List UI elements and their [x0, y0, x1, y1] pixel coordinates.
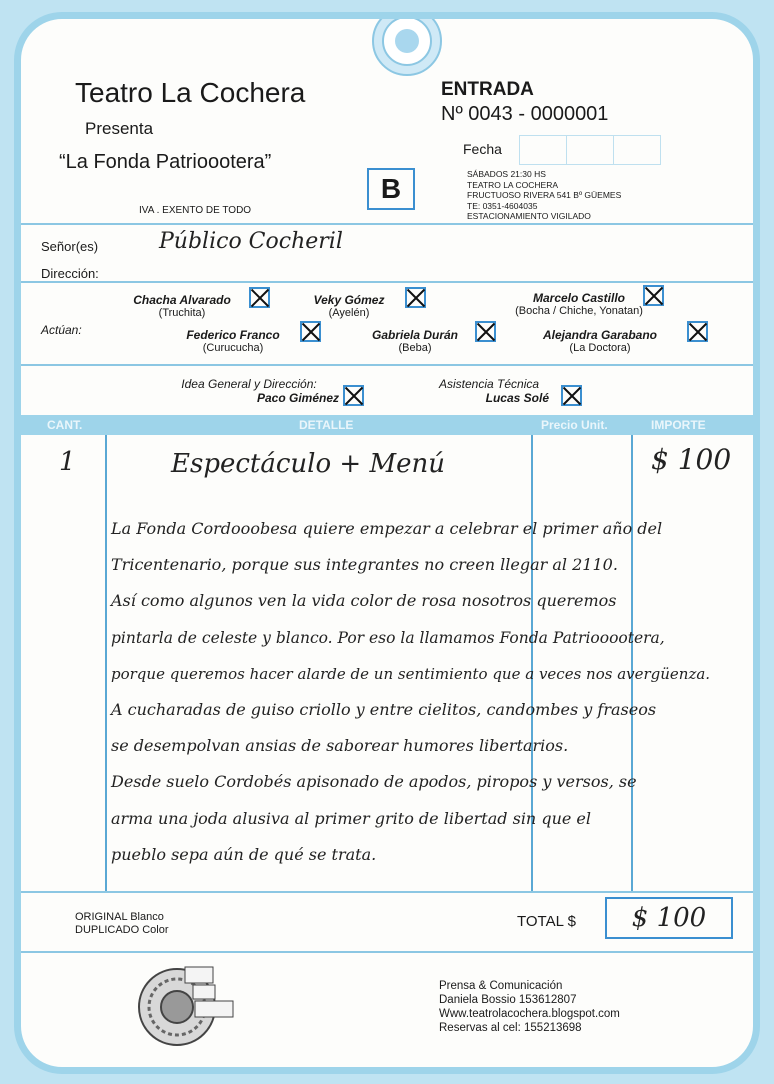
- checkbox-checked: [249, 287, 270, 308]
- item-amount: $ 100: [651, 443, 732, 476]
- divider: [21, 281, 753, 283]
- show-title: “La Fonda Patrioootera”: [59, 151, 272, 173]
- fecha-label: Fecha: [463, 141, 502, 157]
- iva-label: IVA . EXENTO DE TODO: [139, 205, 252, 216]
- table-header: [21, 415, 753, 435]
- checkbox-checked: [687, 321, 708, 342]
- venue-info: SÁBADOS 21:30 HS TEATRO LA COCHERA FRUCTUOSO RIVERA 541 Bº GÜEMES TE: 0351-4604035 ESTACIONAMIENTO VIGILADO: [467, 169, 622, 221]
- cast-member: Veky Gómez (Ayelén): [313, 293, 385, 319]
- divider: [21, 364, 753, 366]
- checkbox-checked: [405, 287, 426, 308]
- ticket-label: ENTRADA: [441, 79, 534, 100]
- checkbox-checked: [475, 321, 496, 342]
- divider: [21, 891, 753, 893]
- theater-logo-icon: [137, 959, 237, 1051]
- contact-info: Prensa & Comunicación Daniela Bossio 153612807 Www.teatrolacochera.blogspot.com Reservas al cel: 155213698: [439, 980, 620, 1034]
- checkbox-checked: [561, 385, 582, 406]
- item-quantity: 1: [59, 447, 76, 477]
- col-detalle: DETALLE: [299, 418, 354, 432]
- divider: [21, 223, 753, 225]
- col-importe: IMPORTE: [651, 418, 706, 432]
- assist-credit: Asistencia Técnica Lucas Solé: [439, 377, 549, 405]
- col-precio: Precio Unit.: [541, 418, 608, 432]
- cast-member: Federico Franco (Curucucha): [186, 328, 280, 354]
- invoice-letter: B: [367, 168, 415, 210]
- ticket-number: Nº 0043 - 0000001: [441, 103, 609, 125]
- ticket-document: [14, 12, 760, 1074]
- item-description: La Fonda Cordooobesa quiere empezar a celebrar el primer año del Tricentenario, porque sus integrantes no creen llegar al 2110. Así como algunos ven la vida color de rosa nosotros queremos pintarla de celeste y blanco. Por eso la llamamos Fonda Patriooootera, porque queremos hacer alarde de un sentimiento que a veces nos avergüenza. A cucharadas de guiso criollo y entre cielitos, candombes y fraseos se desempolvan ansias de saborear humores libertarios. Desde suelo Cordobés apisonado de apodos, piropos y versos, se arma una joda alusiva al primer grito de libertad sin que el pueblo sepa aún de qué se trata.: [111, 519, 711, 864]
- column-divider: [105, 435, 107, 891]
- senor-value: Público Cocheril: [159, 229, 343, 254]
- rosette-icon: [369, 13, 445, 79]
- total-value: $ 100: [605, 897, 733, 939]
- col-cant: CANT.: [47, 418, 83, 432]
- cast-member: Marcelo Castillo (Bocha / Chiche, Yonatan): [515, 291, 643, 317]
- cast-member: Chacha Alvarado (Truchita): [133, 293, 231, 319]
- direccion-label: Dirección:: [41, 266, 99, 281]
- actuan-label: Actúan:: [41, 323, 82, 337]
- direction-credit: Idea General y Dirección: Paco Giménez: [181, 377, 339, 405]
- checkbox-checked: [300, 321, 321, 342]
- cast-member: Alejandra Garabano (La Doctora): [542, 328, 658, 354]
- checkbox-checked: [643, 285, 664, 306]
- copy-legend: ORIGINAL Blanco DUPLICADO Color: [75, 911, 169, 936]
- cast-member: Gabriela Durán (Beba): [371, 328, 459, 354]
- item-detail: Espectáculo + Menú: [171, 449, 445, 479]
- checkbox-checked: [343, 385, 364, 406]
- total-label: TOTAL $: [517, 913, 576, 930]
- fecha-boxes: [519, 135, 661, 165]
- senor-label: Señor(es): [41, 239, 99, 254]
- divider: [21, 951, 753, 953]
- presents-label: Presenta: [85, 119, 154, 138]
- theater-name: Teatro La Cochera: [75, 77, 306, 108]
